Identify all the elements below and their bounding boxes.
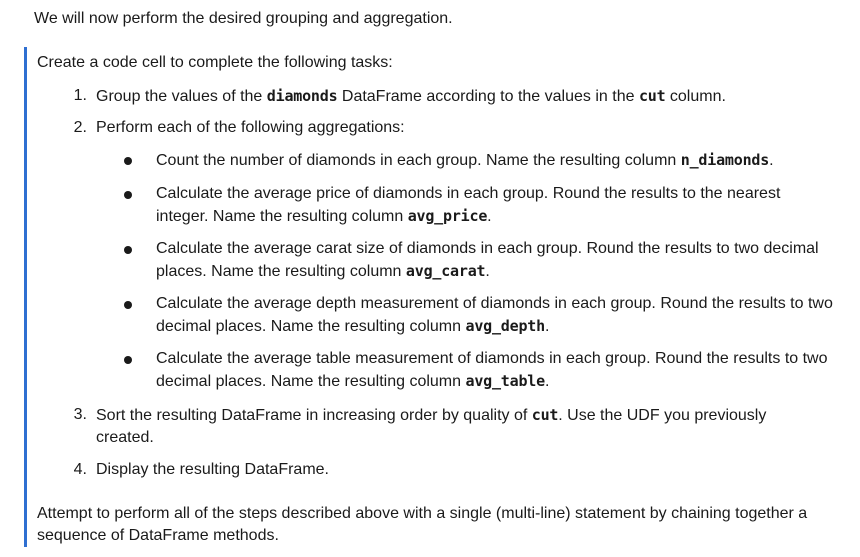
bullet-icon xyxy=(124,191,132,199)
code-avg-carat: avg_carat xyxy=(405,262,486,280)
step-text: Perform each of the following aggregations: xyxy=(96,119,405,136)
step-number: 2. xyxy=(73,119,87,136)
outro-text: Attempt to perform all of the steps described above with a single (multi-line) statement by chaining together a sequence of DataFrame methods. xyxy=(37,505,808,544)
step-number: 1. xyxy=(73,87,87,104)
code-cut: cut xyxy=(638,87,666,105)
intro-text: We will now perform the desired grouping and aggregation. xyxy=(34,10,453,27)
code-avg-table: avg_table xyxy=(465,372,545,390)
aggregation-item: Calculate the average table measurement of diamonds in each group. Round the results to two decimal places. Name the resulting column avg_table. xyxy=(156,350,828,390)
code-avg-price: avg_price xyxy=(407,207,488,225)
aggregation-item: Calculate the average depth measurement of diamonds in each group. Round the results to two decimal places. Name the resulting column avg_depth. xyxy=(156,295,833,335)
code-n-diamonds: n_diamonds xyxy=(680,151,770,169)
bullet-icon xyxy=(124,157,132,165)
task-lead: Create a code cell to complete the following tasks: xyxy=(37,54,393,71)
bullet-icon xyxy=(124,356,132,364)
step-text: Display the resulting DataFrame. xyxy=(96,461,329,478)
aggregation-item: Calculate the average price of diamonds in each group. Round the results to the nearest integer. Name the resulting column avg_price. xyxy=(156,185,781,225)
code-diamonds: diamonds xyxy=(266,87,338,105)
aggregation-item: Count the number of diamonds in each group. Name the resulting column n_diamonds. xyxy=(156,151,774,169)
step-text: Group the values of the diamonds DataFrame according to the values in the cut column. xyxy=(96,87,726,105)
step-text: Sort the resulting DataFrame in increasing order by quality of cut. Use the UDF you previously created. xyxy=(96,406,767,446)
aggregation-item: Calculate the average carat size of diamonds in each group. Round the results to two decimal places. Name the resulting column avg_carat. xyxy=(156,240,819,280)
step-number: 3. xyxy=(73,406,87,423)
step-number: 4. xyxy=(73,461,87,478)
task-block xyxy=(24,47,857,547)
bullet-icon xyxy=(124,301,132,309)
code-avg-depth: avg_depth xyxy=(465,317,545,335)
code-cut: cut xyxy=(531,406,559,424)
bullet-icon xyxy=(124,246,132,254)
